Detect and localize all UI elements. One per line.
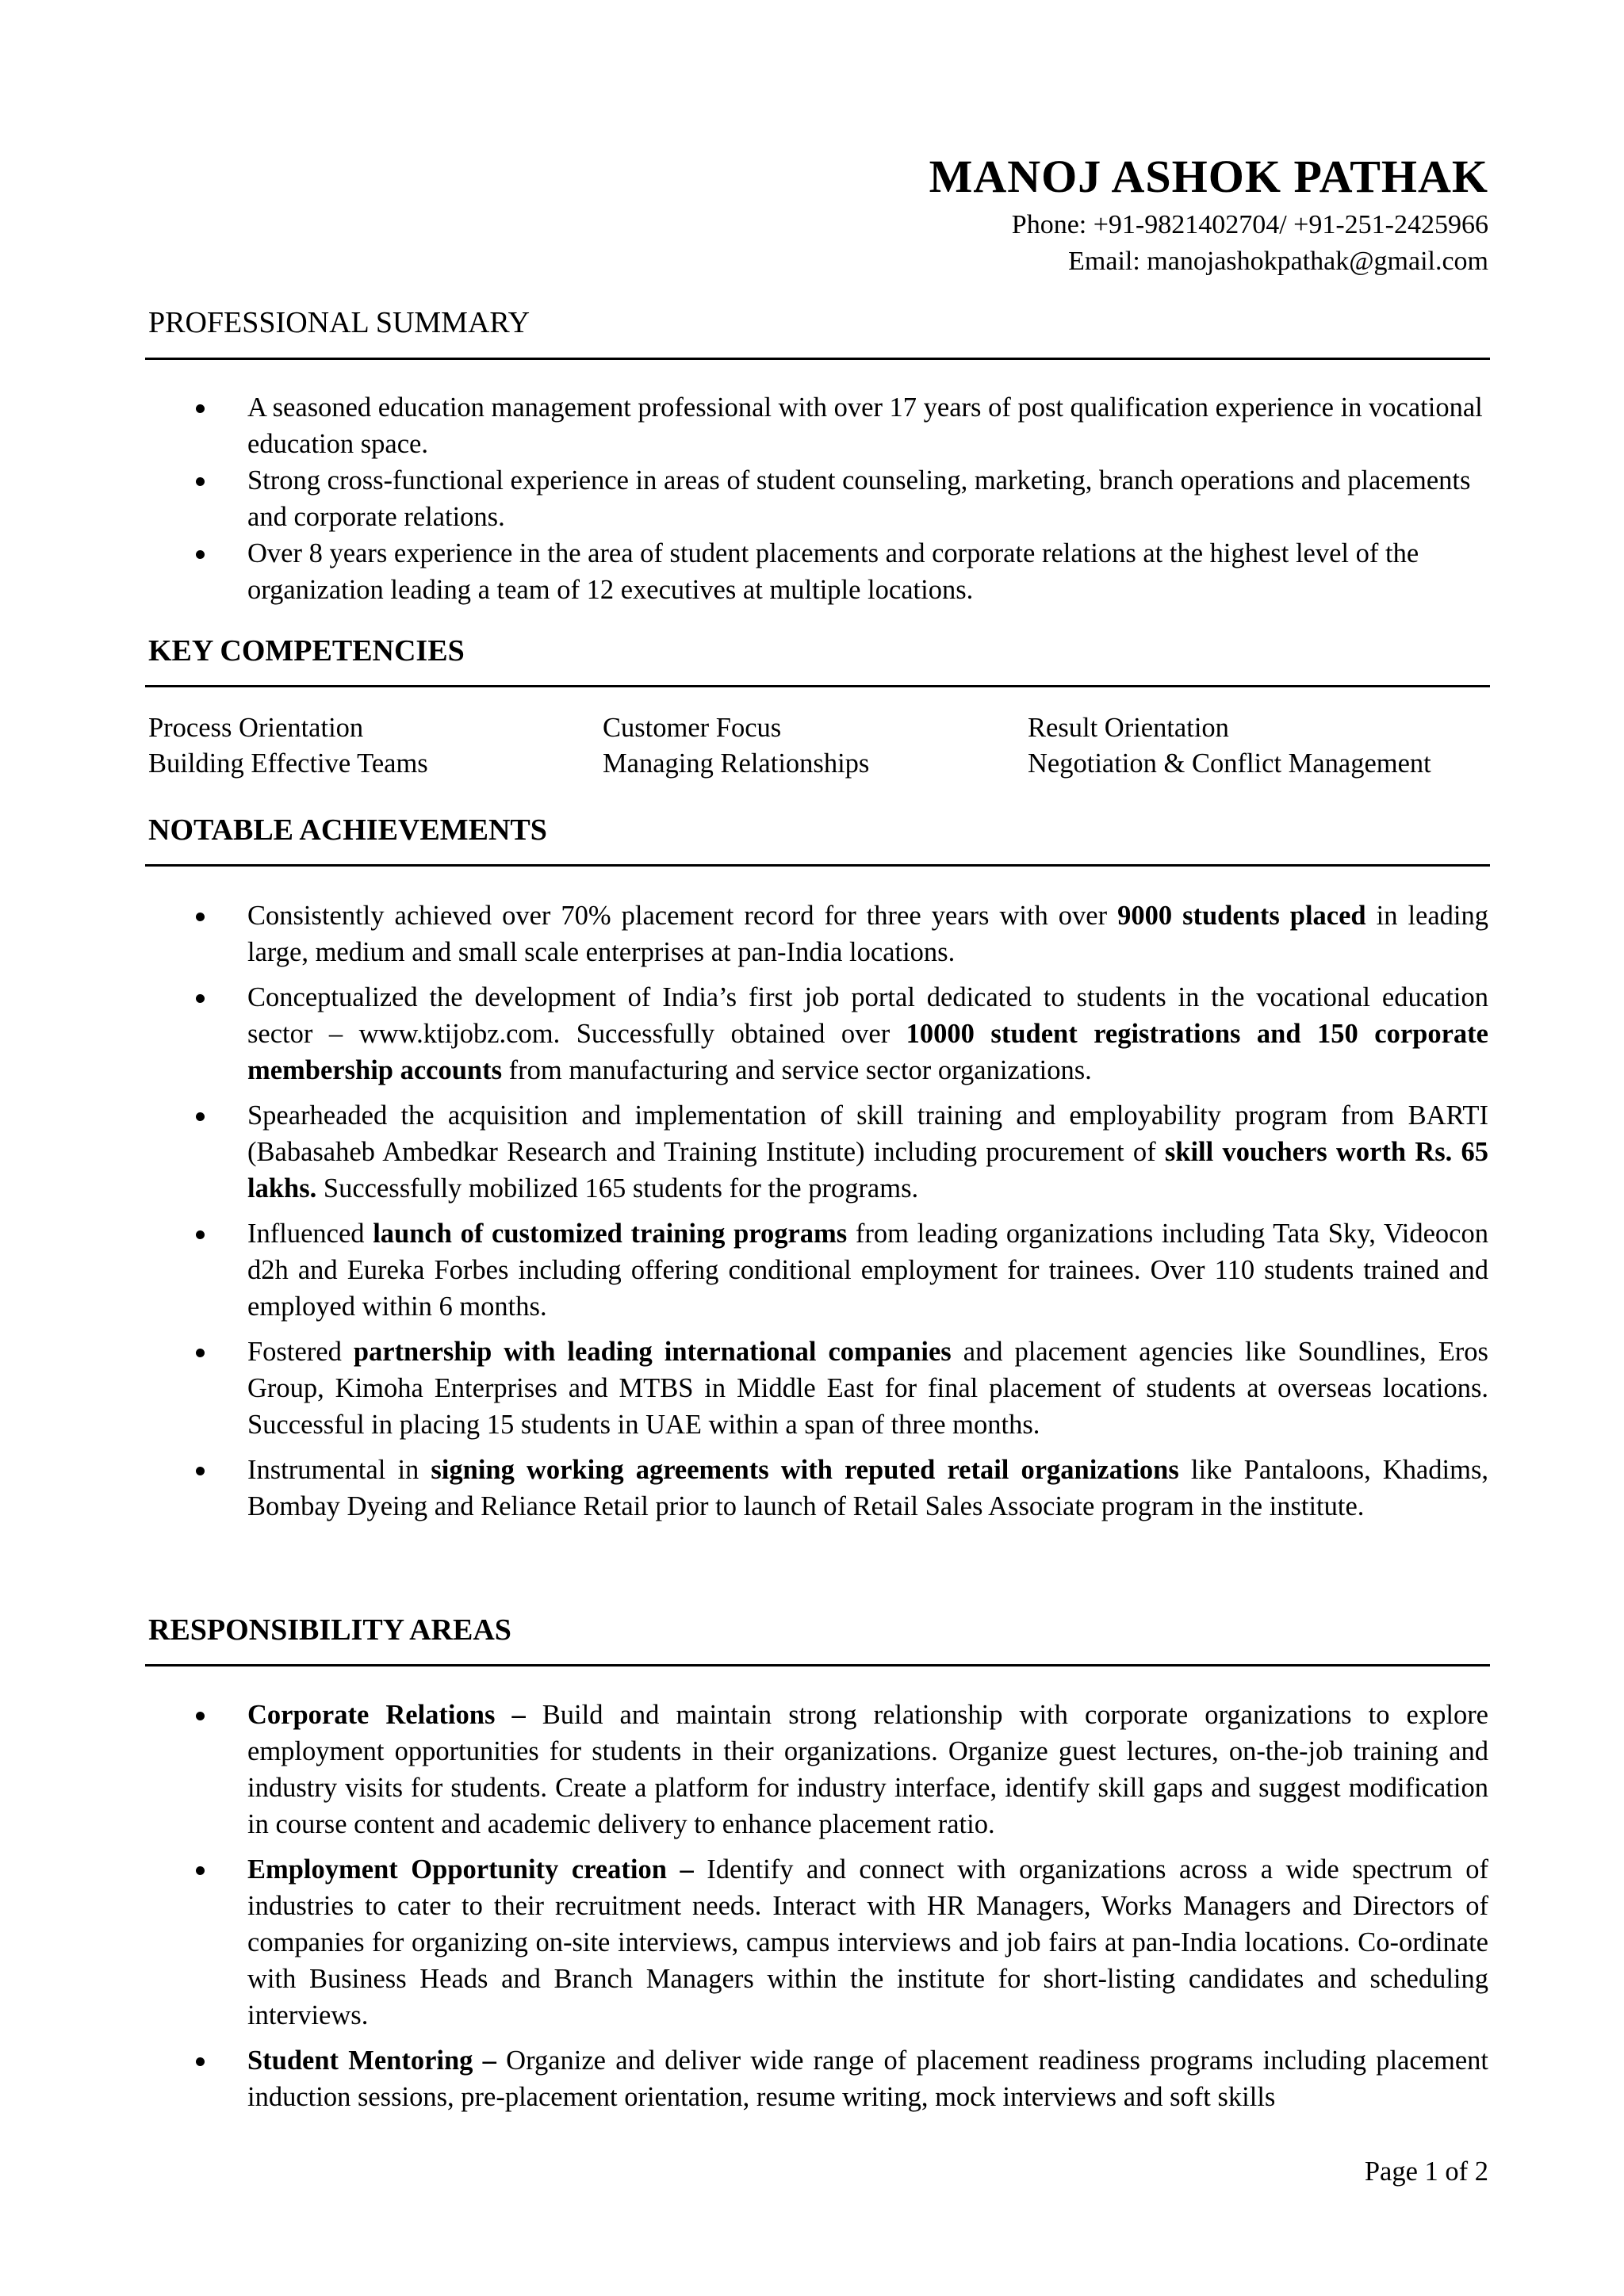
competency-item: Managing Relationships: [603, 748, 870, 779]
achievements-heading: NOTABLE ACHIEVEMENTS: [148, 813, 547, 847]
competencies-heading: KEY COMPETENCIES: [148, 634, 465, 668]
list-item: [148, 389, 1488, 462]
achievement-highlight: signing working agreements with reputed retail organizations: [431, 1455, 1179, 1485]
responsibility-text: Organize and deliver wide range of placement readiness programs including placement induction sessions, pre-placement orientation, resume writing, mock interviews and soft skills: [247, 2045, 1488, 2112]
responsibilities-heading: RESPONSIBILITY AREAS: [148, 1613, 511, 1647]
summary-text: Over 8 years experience in the area of student placements and corporate relations at the highest level of the organization leading a team of 12 executives at multiple locations.: [247, 538, 1419, 605]
competency-item: Result Orientation: [1028, 713, 1229, 743]
responsibilities-divider: [145, 1664, 1490, 1667]
list-item: [148, 1334, 1488, 1443]
list-item: [148, 1452, 1488, 1525]
bullet-icon: [196, 1112, 205, 1121]
bullet-icon: [196, 1712, 205, 1720]
summary-list: [148, 389, 1488, 608]
summary-heading: PROFESSIONAL SUMMARY: [148, 306, 530, 339]
competency-item: Customer Focus: [603, 713, 782, 743]
bullet-icon: [196, 994, 205, 1003]
list-item: [148, 535, 1488, 608]
achievement-text: and placement agencies like Soundlines, Eros Group, Kimoha Enterprises and MTBS in Middle East for final placement of students at overseas locations. Successful in placing 15 students in UAE within a span of three months.: [247, 1337, 1488, 1440]
achievement-text: Conceptualized the development of India’s first job portal dedicated to students in the vocational education sector – www.ktijobz.com. Successfully obtained over: [247, 982, 1488, 1049]
achievements-divider: [145, 864, 1490, 867]
summary-divider: [145, 358, 1490, 360]
list-item: [148, 1215, 1488, 1325]
responsibility-title: Employment Opportunity creation –: [247, 1854, 694, 1885]
list-item: [148, 1851, 1488, 2034]
bullet-icon: [196, 1866, 205, 1875]
list-item: [148, 979, 1488, 1089]
competency-item: Process Orientation: [148, 713, 364, 743]
competency-row: [148, 746, 1488, 782]
achievement-text: Fostered: [247, 1337, 354, 1367]
competencies-grid: [148, 710, 1488, 782]
competency-item: Building Effective Teams: [148, 748, 428, 779]
list-item: [148, 1697, 1488, 1843]
responsibility-title: Corporate Relations –: [247, 1700, 526, 1730]
candidate-name: MANOJ ASHOK PATHAK: [929, 151, 1488, 202]
responsibility-text: Build and maintain strong relationship with corporate organizations to explore employment opportunities for students in their organizations. Organize guest lectures, on-the-job training and industry visits for students. Create a platform for industry interface, identify skill gaps and suggest modification in course content and academic delivery to enhance placement ratio.: [247, 1700, 1488, 1839]
bullet-icon: [196, 1467, 205, 1475]
achievement-highlight: partnership with leading international companies: [353, 1337, 952, 1367]
achievement-text: Spearheaded the acquisition and implementation of skill training and employability program from BARTI (Babasaheb Ambedkar Research and Training Institute) including procurement of: [247, 1100, 1488, 1167]
summary-text: Strong cross-functional experience in areas of student counseling, marketing, branch operations and placements and corporate relations.: [247, 465, 1471, 532]
achievement-text: from manufacturing and service sector organizations.: [502, 1055, 1092, 1085]
bullet-icon: [196, 550, 205, 559]
bullet-icon: [196, 1349, 205, 1357]
list-item: [148, 897, 1488, 970]
achievement-highlight: launch of customized training programs: [373, 1219, 848, 1249]
resume-header: [929, 147, 1488, 280]
achievement-highlight: skill vouchers worth Rs. 65 lakhs.: [247, 1137, 1488, 1203]
list-item: [148, 1097, 1488, 1207]
achievement-text: Influenced: [247, 1219, 373, 1249]
bullet-icon: [196, 404, 205, 413]
competency-row: [148, 710, 1488, 746]
achievement-text: Consistently achieved over 70% placement record for three years with over: [247, 901, 1118, 931]
bullet-icon: [196, 1230, 205, 1239]
achievement-text: from leading organizations including Tata Sky, Videocon d2h and Eureka Forbes including offering conditional employment for trainees. Over 110 students trained and employed within 6 months.: [247, 1219, 1488, 1322]
bullet-icon: [196, 913, 205, 921]
achievement-text: like Pantaloons, Khadims, Bombay Dyeing and Reliance Retail prior to launch of Retail Sales Associate program in the institute.: [247, 1455, 1488, 1521]
responsibility-text: Identify and connect with organizations across a wide spectrum of industries to cater to their recruitment needs. Interact with HR Managers, Works Managers and Directors of companies for organizing on-site interviews, campus interviews and job fairs at pan-India locations. Co-ordinate with Business Heads and Branch Managers within the institute for short-listing candidates and scheduling interviews.: [247, 1854, 1488, 2030]
list-item: [148, 2042, 1488, 2115]
responsibility-title: Student Mentoring –: [247, 2045, 496, 2076]
page-number: Page 1 of 2: [1364, 2156, 1488, 2187]
achievement-text: in leading large, medium and small scale enterprises at pan-India locations.: [247, 901, 1488, 967]
achievements-list: [148, 897, 1488, 1533]
achievement-text: Successfully mobilized 165 students for the programs.: [316, 1173, 919, 1203]
responsibilities-list: [148, 1697, 1488, 2124]
achievement-highlight: 10000 student registrations and 150 corporate membership accounts: [247, 1019, 1488, 1085]
bullet-icon: [196, 2057, 205, 2066]
summary-text: A seasoned education management professional with over 17 years of post qualification experience in vocational education space.: [247, 392, 1483, 459]
achievement-text: Instrumental in: [247, 1455, 431, 1485]
bullet-icon: [196, 477, 205, 486]
email-line: Email: manojashokpathak@gmail.com: [1068, 247, 1488, 276]
phone-line: Phone: +91-9821402704/ +91-251-2425966: [1011, 210, 1488, 239]
competency-item: Negotiation & Conflict Management: [1028, 748, 1431, 779]
list-item: [148, 462, 1488, 535]
competencies-divider: [145, 685, 1490, 687]
achievement-highlight: 9000 students placed: [1117, 901, 1366, 931]
